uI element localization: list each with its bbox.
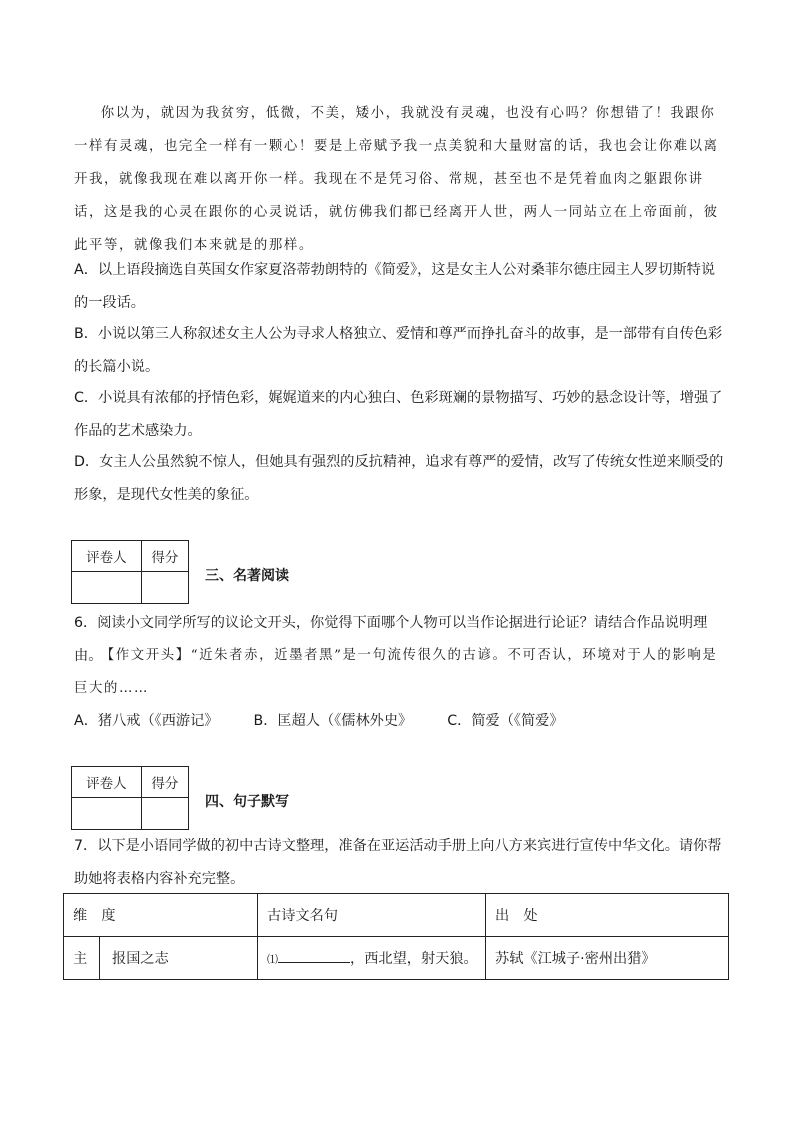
score-cell[interactable] xyxy=(141,798,188,830)
row-quote xyxy=(258,937,486,980)
header-source: 出 处 xyxy=(486,894,729,937)
quote-rest: ，西北望，射天狼。 xyxy=(350,951,478,967)
poetry-table xyxy=(63,893,729,980)
row-category: 主 xyxy=(64,937,100,980)
q6-option-c: C．简爱（《简爱》 xyxy=(447,713,564,729)
reviewer-cell[interactable] xyxy=(72,572,142,604)
reviewer-label: 评卷人 xyxy=(72,541,142,572)
q5-option-b: B．小说以第三人称叙述女主人公为寻求人格独立、爱情和尊严而挣扎奋斗的故事，是一部带有自传色彩的长篇小说。 xyxy=(74,326,723,375)
blank-number: ⑴ xyxy=(267,953,278,966)
row-source: 苏轼《江城子·密州出猎》 xyxy=(486,937,729,980)
row-theme: 报国之志 xyxy=(100,937,258,980)
passage-text: 你以为，就因为我贫穷，低微，不美，矮小，我就没有灵魂，也没有心吗？你想错了！我跟你一样有灵魂，也完全一样有一颗心！要是上帝赋予我一点美貌和大量财富的话，我也会让你难以离开我，就像我现在难以离开你一样。我现在不是凭习俗、常规，甚至也不是凭着血肉之躯跟你讲话，这是我的心灵在跟你的心灵说话，就仿佛我们都已经离开人世，两人一同站立在上帝面前，彼此平等，就像我们本来就是的那样。 xyxy=(74,106,719,253)
section4-title: 四、句子默写 xyxy=(205,794,289,810)
score-box-section4 xyxy=(71,766,189,830)
q5-option-d: D．女主人公虽然貌不惊人，但她具有强烈的反抗精神，追求有尊严的爱情，改写了传统女性逆来顺受的形象，是现代女性美的象征。 xyxy=(74,454,724,503)
reviewer-label: 评卷人 xyxy=(72,767,142,798)
section3-title: 三、名著阅读 xyxy=(205,568,289,584)
q6-options xyxy=(74,710,564,730)
q6-option-b: B．匡超人（《儒林外史》 xyxy=(253,713,413,729)
q7-question: 7．以下是小语同学做的初中古诗文整理，准备在亚运活动手册上向八方来宾进行宣传中华文化。请你帮助她将表格内容补充完整。 xyxy=(74,838,722,887)
table-header-row xyxy=(64,894,729,937)
score-box-section3 xyxy=(71,540,189,604)
table-row xyxy=(64,937,729,980)
answer-blank[interactable] xyxy=(278,948,350,963)
reviewer-cell[interactable] xyxy=(72,798,142,830)
header-dimension: 维 度 xyxy=(64,894,258,937)
q6-essay-opening: 【作文开头】“近朱者赤，近墨者黑”是一句流传很久的古谚。不可否认，环境对于人的影响是巨大的…… xyxy=(74,648,718,696)
q5-option-c: C．小说具有浓郁的抒情色彩，娓娓道来的内心独白、色彩斑斓的景物描写、巧妙的悬念设计等，增强了作品的艺术感染力。 xyxy=(74,390,723,439)
q5-option-a: A．以上语段摘选自英国女作家夏洛蒂勃朗特的《简爱》，这是女主人公对桑菲尔德庄园主人罗切斯特说的一段话。 xyxy=(74,262,716,311)
q6-question: 6．阅读小文同学所写的议论文开头，你觉得下面哪个人物可以当作论据进行论证？请结合作品说明理由。 xyxy=(74,615,708,664)
header-quote: 古诗文名句 xyxy=(258,894,486,937)
score-cell[interactable] xyxy=(141,572,188,604)
q6-option-a: A．猪八戒（《西游记》 xyxy=(74,713,219,729)
score-label: 得分 xyxy=(141,767,188,798)
score-label: 得分 xyxy=(141,541,188,572)
